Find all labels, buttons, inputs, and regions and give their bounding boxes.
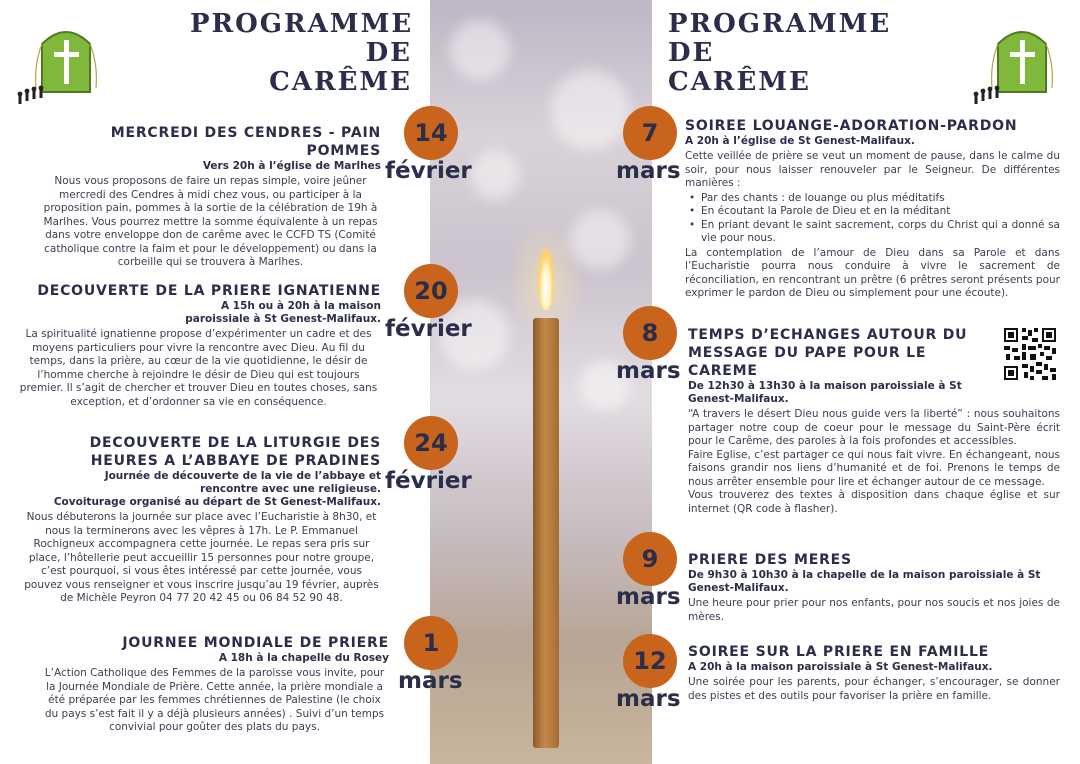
- event-body-text: La contemplation de l’amour de Dieu dans sa Parole et dans l’Eucharistie pourra nous conduire à vivre le sacrement de réconciliation, en rencontrant un prêtre (6 prêtres seront présents pour exprimer le pardon de Dieu ou simplement pour une écoute).: [685, 246, 1060, 299]
- event-subtitle: Journée de découverte de la vie de l’abbaye et rencontre avec une religieuse.: [104, 470, 381, 495]
- date-month: février: [385, 468, 472, 494]
- title-line: DE: [668, 38, 715, 68]
- event-subtitle: De 9h30 à 10h30 à la chapelle de la maison paroissiale à St Genest-Malifaux.: [688, 569, 1041, 594]
- event-title: DECOUVERTE DE LA PRIERE IGNATIENNE: [37, 283, 381, 299]
- title-line: PROGRAMME: [190, 9, 414, 39]
- list-item: • En priant devant le saint sacrement, corps du Christ qui a donné sa vie pour nous.: [689, 219, 1060, 246]
- parish-logo-cross-icon: [968, 14, 1060, 106]
- qr-code-icon[interactable]: [1002, 326, 1058, 382]
- event-world-day-of-prayer: [40, 634, 389, 735]
- event-title: JOURNEE MONDIALE DE PRIERE: [122, 635, 389, 651]
- date-day: 8: [623, 306, 677, 360]
- parish-logo-cross-icon: [12, 14, 104, 106]
- list-item: • En écoutant la Parole de Dieu et en la méditant: [689, 205, 1060, 219]
- event-title: MERCREDI DES CENDRES - PAIN POMMES: [110, 125, 381, 159]
- event-praise-adoration: [685, 117, 1060, 301]
- event-body-text: Faire Eglise, c’est partager ce qui nous fait vivre. En échangeant, nous faisons grandir nos liens d’humanité et de foi. Prenons le temps de nous arrêter ensemble pour lire et échanger autour de ce message.: [688, 448, 1060, 488]
- event-body-text: “A travers le désert Dieu nous guide vers la liberté” : nous souhaitons partager notre coup de coeur pour le message du Saint-Père écrit pour le Carême, des paroles à la fois profondes et accessibles.: [688, 408, 1060, 447]
- date-day: 1: [404, 616, 458, 670]
- page-title-right: [668, 10, 898, 97]
- date-day: 24: [404, 416, 458, 470]
- candle-flame: [538, 248, 554, 310]
- date-month: février: [385, 158, 472, 184]
- event-body-text: Cette veillée de prière se veut un moment de pause, dans le calme du soir, pour nous laisser renouveler par le Seigneur. De différentes manières :: [685, 150, 1060, 189]
- event-title: PRIERE DES MERES: [688, 552, 852, 568]
- event-family-prayer: [688, 643, 1060, 703]
- date-month: février: [385, 316, 472, 342]
- event-liturgy-of-hours: [22, 434, 381, 606]
- event-body: Une heure pour prier pour nos enfants, pour nos soucis et nos joies de mères.: [688, 597, 1060, 623]
- candle: [533, 318, 559, 748]
- event-title: DECOUVERTE DE LA LITURGIE DES HEURES A L’ABBAYE DE PRADINES: [89, 435, 381, 469]
- date-day: 9: [623, 532, 677, 586]
- date-day: 7: [623, 106, 677, 160]
- event-body-text: Vous trouverez des textes à disposition dans chaque église et sur internet (QR code à flasher).: [688, 489, 1060, 515]
- event-body: [685, 150, 1060, 301]
- event-ignatian-prayer: [16, 282, 381, 409]
- event-subtitle: Covoiturage organisé au départ de St Genest-Malifaux.: [53, 496, 381, 508]
- event-subtitle: A 20h à la maison paroissiale à St Genest-Malifaux.: [688, 661, 993, 673]
- event-subtitle: Vers 20h à l’église de Marlhes: [202, 160, 381, 172]
- event-title: TEMPS D’ECHANGES AUTOUR DU MESSAGE DU PAPE POUR LE CAREME: [688, 327, 968, 379]
- event-body: [688, 408, 1060, 516]
- date-month: mars: [616, 358, 681, 384]
- event-title: SOIREE SUR LA PRIERE EN FAMILLE: [688, 644, 990, 660]
- event-body: L’Action Catholique des Femmes de la paroisse vous invite, pour la Journée Mondiale de Prière. Cette année, la prière mondiale a été préparée par les femmes chrétiennes de Palestine (le choix du pays s’est fait il y a déjà plusieurs années) . Suivi d’un temps convivial pour goûter des plats du pays.: [44, 667, 385, 733]
- date-day: 20: [404, 264, 458, 318]
- title-line: CARÊME: [668, 67, 811, 97]
- event-ash-wednesday: [40, 124, 381, 270]
- title-line: CARÊME: [269, 67, 412, 97]
- page-title-left: [190, 10, 412, 97]
- date-month: mars: [616, 158, 681, 184]
- title-line: DE: [365, 38, 412, 68]
- event-body: Une soirée pour les parents, pour échanger, s’encourager, se donner des pistes et des outils pour favoriser la prière en famille.: [688, 676, 1060, 702]
- event-body: Nous débuterons la journée sur place avec l’Eucharistie à 8h30, et nous la terminerons avec les vêpres à 17h. Le P. Emmanuel Rochigneux accompagnera cette journée. Le repas sera pris sur place, l’hôtellerie peut accueillir 15 personnes pour notre groupe, c’est pourquoi, si vous êtes intéressé par cette journée, vous pouvez vous renseigner et vous inscrire jusqu’au 19 février, auprès de Michèle Peyron 04 77 20 42 45 ou 06 84 52 90 48.: [24, 511, 379, 604]
- title-line: PROGRAMME: [668, 9, 892, 39]
- event-title: SOIREE LOUANGE-ADORATION-PARDON: [685, 118, 1018, 134]
- event-mothers-prayer: [688, 551, 1060, 624]
- date-day: 12: [623, 634, 677, 688]
- list-item: • Par des chants : de louange ou plus méditatifs: [689, 192, 1060, 206]
- event-body: La spiritualité ignatienne propose d’expérimenter un cadre et des moyens particuliers pour vivre la rencontre avec Dieu. Au fil du temps, dans la prière, au cœur de la vie quotidienne, le désir de l’homme cherche à rejoindre le désir de Dieu qui est toujours premier. Il s’agit de chercher et trouver Dieu en toutes choses, sans exception, et d’ordonner sa vie en conséquence.: [19, 328, 378, 408]
- event-bullet-list: [689, 192, 1060, 246]
- date-day: 14: [404, 106, 458, 160]
- event-subtitle: A 18h à la chapelle du Rosey: [218, 652, 389, 664]
- date-month: mars: [616, 686, 681, 712]
- event-subtitle: A 15h ou à 20h à la maison paroissiale à St Genest-Malifaux.: [185, 300, 381, 325]
- event-body: Nous vous proposons de faire un repas simple, voire jeûner mercredi des Cendres à midi chez vous, ou participer à la proposition pain, pommes à la sortie de la célébration de 19h à Marlhes. Vous pourrez mettre la somme équivalente à un repas dans votre enveloppe don de carême avec le CCFD TS (Comité catholique contre la faim et pour le développement) ou dans la corbeille qui se trouvera à Marlhes.: [43, 175, 378, 268]
- date-month: mars: [398, 668, 463, 694]
- event-subtitle: De 12h30 à 13h30 à la maison paroissiale à St Genest-Malifaux.: [688, 380, 962, 405]
- date-month: mars: [616, 584, 681, 610]
- event-subtitle: A 20h à l’église de St Genest-Malifaux.: [685, 135, 915, 147]
